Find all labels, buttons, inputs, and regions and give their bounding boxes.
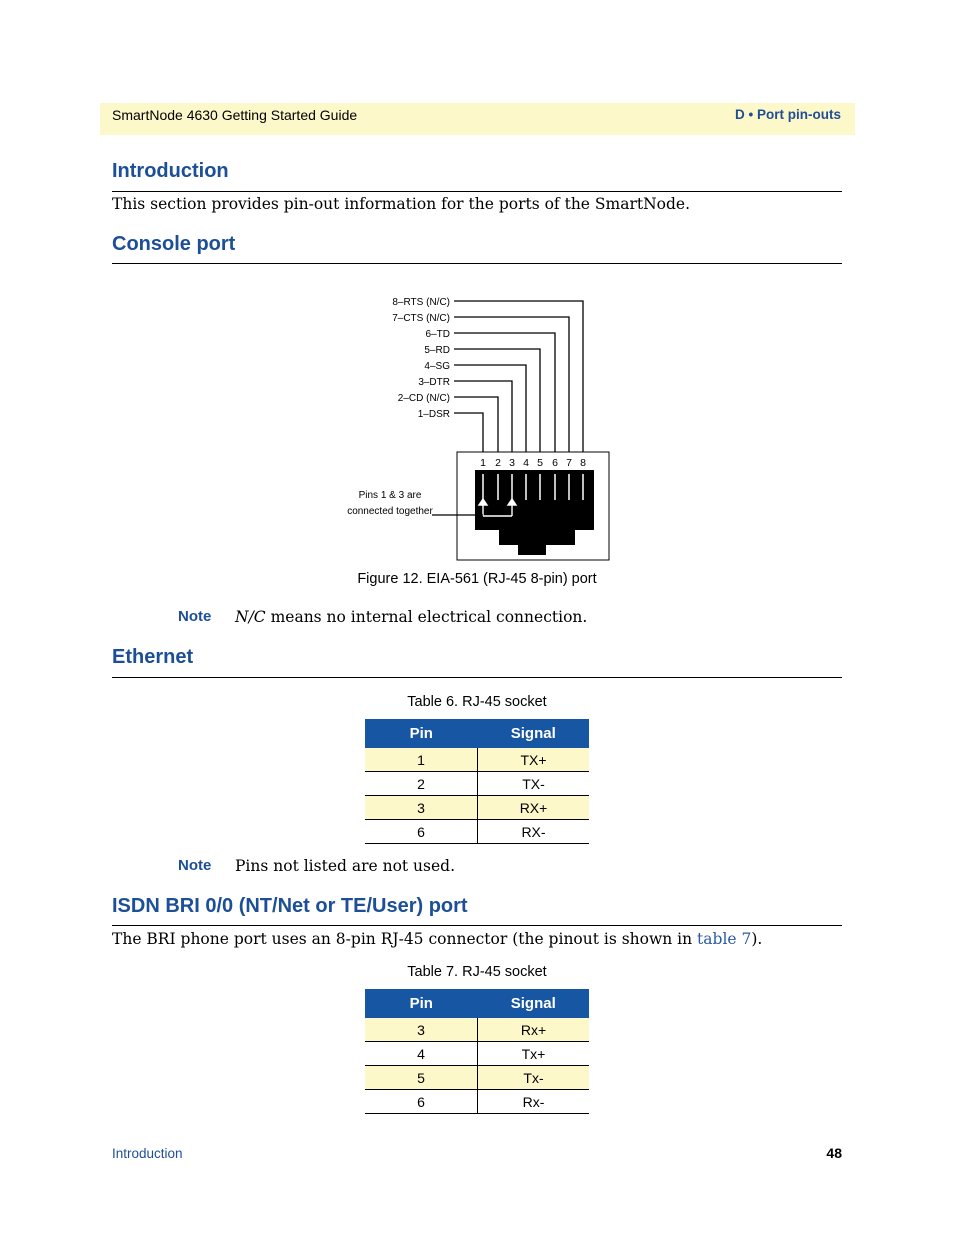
signal-cell: Rx- [478, 1090, 590, 1114]
table-row [365, 772, 589, 796]
table-header-row [365, 989, 589, 1018]
pin-label: 3–DTR [418, 377, 450, 388]
pin-number: 2 [495, 457, 501, 469]
pin-label: 2–CD (N/C) [397, 393, 450, 404]
isdn-text-end: ). [751, 930, 763, 948]
column-header: Pin [365, 989, 478, 1018]
pin-wire [454, 397, 498, 452]
signal-cell: TX+ [478, 748, 590, 772]
guide-title: SmartNode 4630 Getting Started Guide [112, 107, 358, 123]
pin-wire [454, 365, 526, 452]
pin-wire [454, 301, 583, 452]
note-emphasis: N/C [235, 608, 266, 626]
isdn-pin-table [365, 989, 589, 1114]
pin-label: 1–DSR [417, 409, 450, 420]
pin-number: 7 [566, 457, 572, 469]
column-header: Signal [478, 989, 590, 1018]
table-row [365, 1066, 589, 1090]
pin-number: 4 [523, 457, 529, 469]
table-7-link[interactable]: table 7 [697, 930, 752, 948]
heading-introduction: Introduction [112, 160, 229, 182]
pin-label: 5–RD [424, 345, 450, 356]
isdn-paragraph [112, 930, 762, 948]
pin-label: 8–RTS (N/C) [392, 297, 450, 308]
callout-text: Pins 1 & 3 are [358, 490, 422, 501]
pin-wire [454, 413, 483, 452]
pin-cell: 3 [365, 796, 478, 820]
heading-console-port: Console port [112, 233, 236, 255]
table-row [365, 820, 589, 844]
table-row [365, 748, 589, 772]
intro-paragraph: This section provides pin-out information for the ports of the SmartNode. [112, 195, 691, 213]
pin-cell: 4 [365, 1042, 478, 1066]
table-caption: Table 6. RJ-45 socket [407, 694, 547, 710]
table-row [365, 1042, 589, 1066]
divider [112, 677, 842, 678]
pin-number: 3 [509, 457, 515, 469]
signal-cell: RX+ [478, 796, 590, 820]
pin-label: 7–CTS (N/C) [392, 313, 450, 324]
pin-label: 4–SG [424, 361, 450, 372]
note-text [235, 608, 587, 626]
heading-isdn-port: ISDN BRI 0/0 (NT/Net or TE/User) port [112, 895, 468, 917]
footer-section-link[interactable]: Introduction [112, 1146, 183, 1161]
signal-cell: Tx+ [478, 1042, 590, 1066]
pin-number: 1 [480, 457, 486, 469]
table-row [365, 796, 589, 820]
table-row [365, 1090, 589, 1114]
rj45-pinout-figure [330, 290, 630, 570]
pin-number: 5 [537, 457, 543, 469]
page-number: 48 [826, 1145, 842, 1161]
note-label: Note [178, 857, 212, 874]
note-label: Note [178, 608, 212, 625]
table-caption: Table 7. RJ-45 socket [407, 964, 547, 980]
pin-cell: 5 [365, 1066, 478, 1090]
note-body: means no internal electrical connection. [265, 608, 588, 626]
table-row [365, 1018, 589, 1042]
figure-caption: Figure 12. EIA-561 (RJ-45 8-pin) port [357, 571, 597, 587]
running-header [100, 103, 855, 135]
signal-cell: RX- [478, 820, 590, 844]
divider [112, 263, 842, 264]
pin-number: 8 [580, 457, 586, 469]
callout-text: connected together [347, 506, 433, 517]
divider [112, 925, 842, 926]
heading-ethernet: Ethernet [112, 646, 194, 668]
section-label: D • Port pin-outs [735, 107, 841, 122]
signal-cell: Tx- [478, 1066, 590, 1090]
pin-number: 6 [552, 457, 558, 469]
note-text: Pins not listed are not used. [235, 857, 456, 875]
pin-cell: 3 [365, 1018, 478, 1042]
pin-cell: 2 [365, 772, 478, 796]
pin-cell: 6 [365, 820, 478, 844]
pin-cell: 1 [365, 748, 478, 772]
table-header-row [365, 719, 589, 748]
ethernet-pin-table [365, 719, 589, 844]
divider [112, 191, 842, 192]
signal-cell: TX- [478, 772, 590, 796]
pin-cell: 6 [365, 1090, 478, 1114]
pin-label: 6–TD [425, 329, 450, 340]
isdn-text: The BRI phone port uses an 8-pin RJ-45 connector (the pinout is shown in [112, 930, 698, 948]
signal-cell: Rx+ [478, 1018, 590, 1042]
column-header: Signal [478, 719, 590, 748]
column-header: Pin [365, 719, 478, 748]
